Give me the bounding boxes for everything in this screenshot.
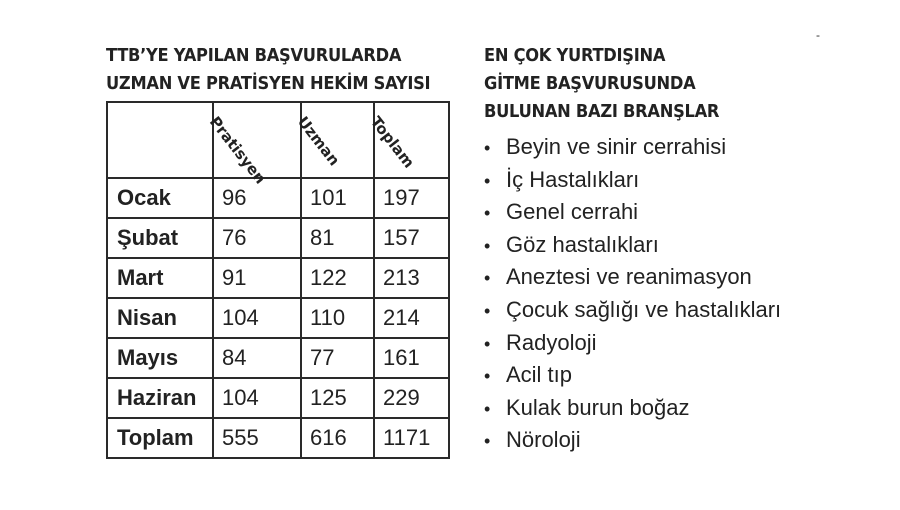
list-item-label: Beyin ve sinir cerrahisi: [506, 134, 727, 159]
list-item: [484, 327, 781, 360]
cell-toplam: 157: [374, 218, 449, 258]
list-item-label: Radyoloji: [506, 329, 597, 355]
list-item-label: Göz hastalıkları: [506, 231, 659, 257]
cell-toplam: 213: [374, 258, 449, 298]
list-item: [484, 261, 781, 294]
header-toplam: [366, 102, 449, 178]
branches-title-line-1: EN ÇOK YURTDIŞINA: [484, 46, 666, 66]
cell-uzman: 77: [301, 338, 374, 378]
table-row: [107, 378, 449, 418]
bullet-icon: •: [484, 398, 491, 419]
row-label: Haziran: [107, 378, 213, 418]
table-row: [107, 178, 449, 218]
bullet-icon: •: [484, 333, 491, 354]
header-uzman-label: Uzman: [293, 113, 344, 170]
list-item-label: Kulak burun boğaz: [506, 394, 690, 420]
branches-title-line-2: GİTME BAŞVURUSUNDA: [484, 74, 696, 94]
cell-uzman: 110: [301, 298, 374, 338]
list-item-label: Nöroloji: [506, 427, 581, 453]
branches-list: [484, 131, 781, 457]
cell-toplam: 1171: [374, 418, 449, 458]
cell-uzman: 81: [301, 218, 374, 258]
table-header-row: [107, 102, 449, 178]
header-uzman: [293, 102, 374, 178]
list-item-label: Acil tıp: [506, 362, 573, 388]
list-item: [484, 131, 781, 164]
row-label: Mayıs: [107, 338, 213, 378]
list-item-label: Genel cerrahi: [506, 199, 639, 225]
list-item: [484, 196, 781, 229]
bullet-icon: •: [484, 268, 491, 289]
list-item: [484, 359, 781, 392]
cell-pratisyen: 96: [213, 178, 301, 218]
bullet-icon: •: [484, 235, 491, 256]
list-item-label: Çocuk sağlığı ve hastalıkları: [506, 296, 782, 322]
table-total-row: [107, 418, 449, 458]
branches-title: [484, 42, 782, 126]
table-title: [106, 42, 441, 98]
list-item-label: Aneztesi ve reanimasyon: [506, 264, 752, 290]
bullet-icon: •: [484, 170, 491, 191]
corner-mark: -: [816, 28, 820, 42]
cell-pratisyen: 104: [213, 298, 301, 338]
cell-pratisyen: 104: [213, 378, 301, 418]
row-label: Şubat: [107, 218, 213, 258]
list-item: [484, 164, 781, 197]
cell-pratisyen: 555: [213, 418, 301, 458]
row-label: Nisan: [107, 298, 213, 338]
row-label: Toplam: [107, 418, 213, 458]
cell-toplam: 161: [374, 338, 449, 378]
cell-pratisyen: 84: [213, 338, 301, 378]
bullet-icon: •: [484, 203, 491, 224]
header-toplam-label: Toplam: [366, 113, 419, 172]
table-title-line-2: UZMAN VE PRATİSYEN HEKİM SAYISI: [106, 74, 431, 94]
row-label: Mart: [107, 258, 213, 298]
header-pratisyen: [205, 102, 301, 188]
cell-uzman: 616: [301, 418, 374, 458]
cell-pratisyen: 91: [213, 258, 301, 298]
bullet-icon: •: [484, 366, 491, 387]
table-row: [107, 338, 449, 378]
cell-toplam: 229: [374, 378, 449, 418]
list-item: [484, 229, 781, 262]
row-label: Ocak: [107, 178, 213, 218]
cell-pratisyen: 76: [213, 218, 301, 258]
cell-toplam: 197: [374, 178, 449, 218]
list-item: [484, 294, 781, 327]
bullet-icon: •: [484, 138, 491, 158]
cell-uzman: 101: [301, 178, 374, 218]
bullet-icon: •: [484, 300, 491, 321]
table-title-line-1: TTB’YE YAPILAN BAŞVURULARDA: [106, 46, 402, 66]
list-item: [484, 392, 781, 425]
cell-uzman: 122: [301, 258, 374, 298]
header-pratisyen-label: Pratisyen: [205, 113, 270, 188]
table-row: [107, 218, 449, 258]
cell-uzman: 125: [301, 378, 374, 418]
cell-toplam: 214: [374, 298, 449, 338]
header-empty-cell: [107, 102, 213, 178]
applications-table: [106, 101, 450, 459]
table-row: [107, 298, 449, 338]
list-item: [484, 424, 781, 457]
branches-title-line-3: BULUNAN BAZI BRANŞLAR: [484, 102, 720, 122]
bullet-icon: •: [484, 431, 491, 452]
list-item-label: İç Hastalıkları: [506, 166, 640, 192]
table-row: [107, 258, 449, 298]
